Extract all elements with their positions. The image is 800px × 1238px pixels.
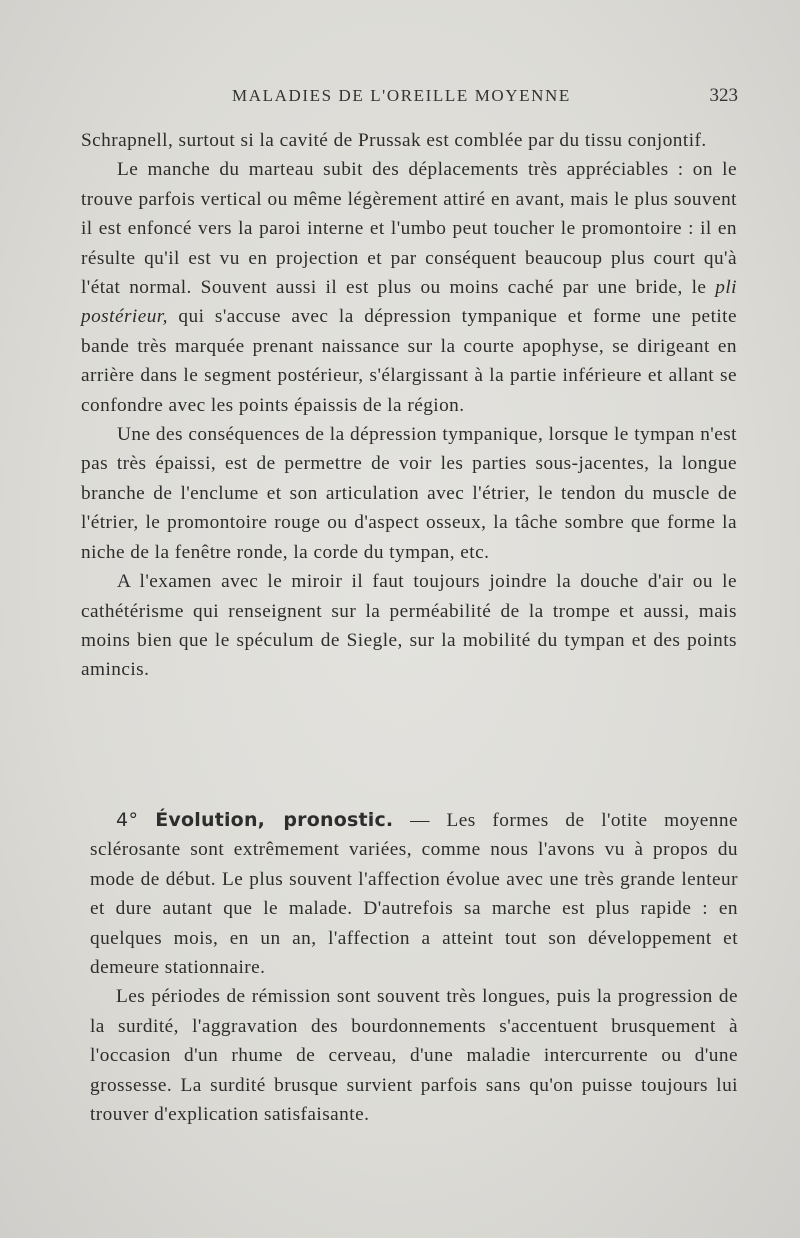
- paragraph-consequences: [81, 420, 737, 567]
- paragraph-1-text: Schrapnell, surtout si la cavité de Prussak est comblée par du tissu conjontif.: [81, 130, 707, 151]
- section-heading: Évolution, pronostic.: [155, 809, 394, 831]
- paragraph-2-text-b: qui s'accuse avec la dépression tympanique et forme une petite bande très marquée prenant naissance sur la courte apophyse, se dirigeant en arrière dans le segment postérieur, s'élargissant à la partie inférieure et allant se confondre avec les points épaissis de la région.: [81, 306, 737, 416]
- running-title: MALADIES DE L'OREILLE MOYENNE: [232, 86, 571, 105]
- section-paragraph-2-text: Les périodes de rémission sont souvent très longues, puis la progression de la surdité, l'aggravation des bourdonnements s'accentuent brusquement à l'occasion d'un rhume de cerveau, d'une maladie intercurrente ou d'une grossesse. La surdité brusque survient parfois sans qu'on puisse toujours lui trouver d'explication satisfaisante.: [90, 986, 738, 1126]
- paragraph-2-italic: pli postérieur,: [81, 277, 737, 328]
- paragraph-examination: [81, 567, 737, 685]
- section-dash: —: [393, 810, 447, 831]
- section-paragraph-1: [90, 806, 738, 982]
- page-number: 323: [709, 85, 738, 106]
- section-paragraph-1-text: Les formes de l'otite moyenne sclérosante sont extrêmement variées, comme nous l'avons vu à propos du mode de début. Le plus souvent l'affection évolue avec une très grande lenteur et dure autant que le malade. D'autrefois sa marche est plus rapide : en quelques mois, en un an, l'affection a atteint tout son développement et demeure stationnaire.: [90, 810, 738, 979]
- body-text: [81, 126, 737, 685]
- section-paragraph-2: [90, 982, 738, 1129]
- section-evolution: [90, 806, 738, 1129]
- paragraph-continuation: [81, 126, 737, 155]
- paragraph-4-text: A l'examen avec le miroir il faut toujours joindre la douche d'air ou le cathétérisme qui renseignent sur la perméabilité de la trompe et aussi, mais moins bien que le spéculum de Siegle, sur la mobilité du tympan et des points amincis.: [81, 571, 737, 681]
- paragraph-malleus: [81, 155, 737, 420]
- page-header: [232, 86, 738, 110]
- paragraph-3-text: Une des conséquences de la dépression tympanique, lorsque le tympan n'est pas très épaissi, est de permettre de voir les parties sous-jacentes, la longue branche de l'enclume et son articulation avec l'étrier, le tendon du muscle de l'étrier, le promontoire rouge ou d'aspect osseux, la tâche sombre que forme la niche de la fenêtre ronde, la corde du tympan, etc.: [81, 424, 737, 563]
- section-number: 4°: [116, 809, 139, 831]
- paragraph-2-text-a: Le manche du marteau subit des déplacements très appréciables : on le trouve parfois vertical ou même légèrement attiré en avant, mais le plus souvent il est enfoncé vers la paroi interne et l'umbo peut toucher le promontoire : il en résulte qu'il est vu en projection et par conséquent beaucoup plus court qu'à l'état normal. Souvent aussi il est plus ou moins caché par une bride, le: [81, 159, 737, 299]
